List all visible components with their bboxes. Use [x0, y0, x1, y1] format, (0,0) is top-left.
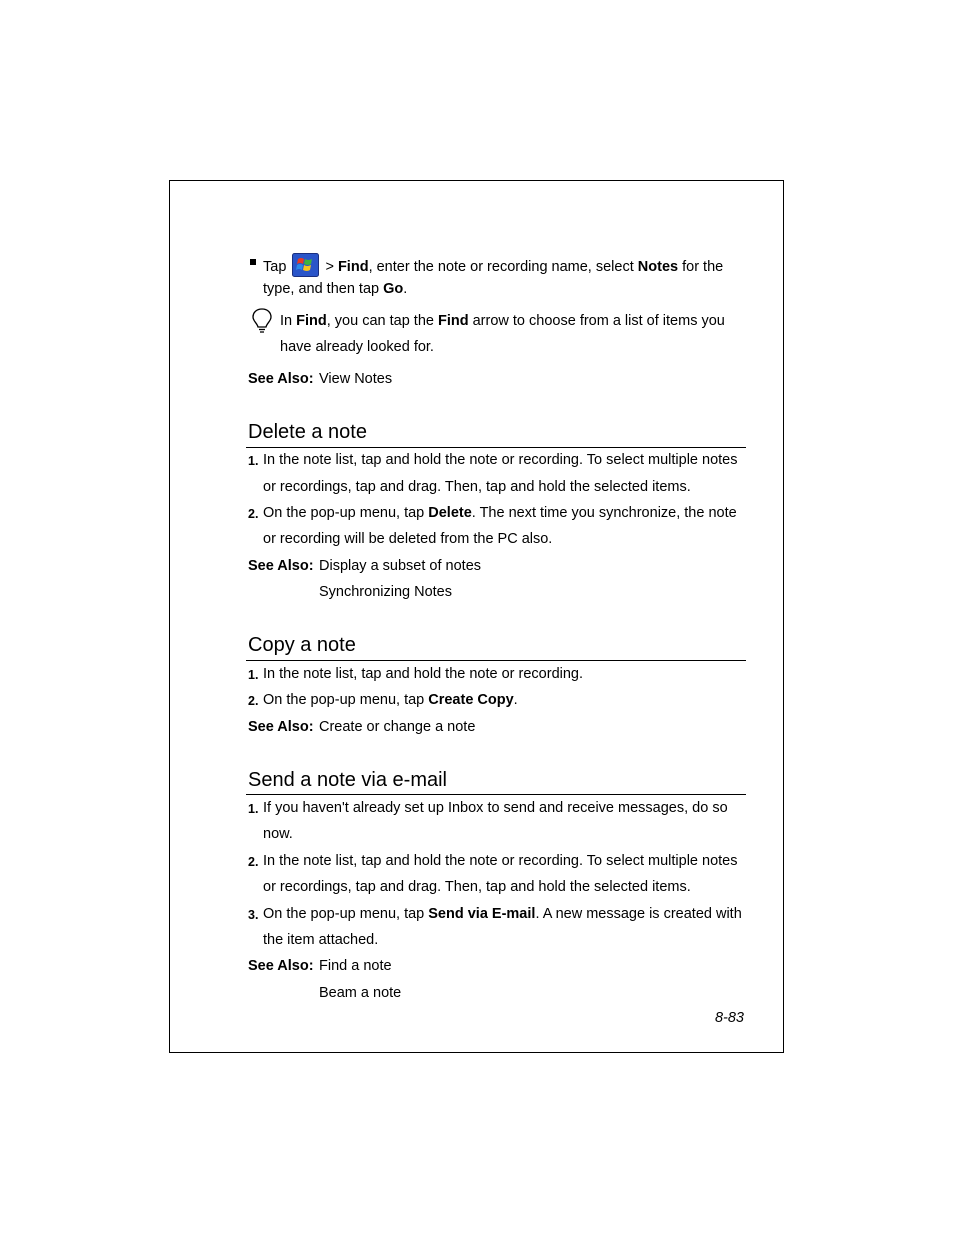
- email-step-1-line-2: now.: [263, 826, 293, 842]
- heading-rule: [246, 660, 746, 661]
- lightbulb-tip-icon: [251, 307, 273, 340]
- find-instruction-line-1: Tap > Find, enter the note or recording name, select Notes for the: [263, 253, 723, 282]
- see-also-label: See Also:: [248, 558, 314, 574]
- step-number: 1.: [248, 802, 259, 816]
- section-heading-email: Send a note via e-mail: [248, 769, 448, 791]
- email-step-3-line-2: the item attached.: [263, 932, 379, 948]
- section-heading-delete: Delete a note: [248, 421, 367, 443]
- see-also-link-find-note[interactable]: Find a note: [319, 958, 392, 974]
- see-also-label: See Also:: [248, 958, 314, 974]
- delete-step-2-line-2: or recording will be deleted from the PC also.: [263, 531, 553, 547]
- see-also-label: See Also:: [248, 371, 314, 387]
- see-also-link-display-subset[interactable]: Display a subset of notes: [319, 558, 482, 574]
- heading-rule: [246, 794, 746, 795]
- delete-step-2-line-1: On the pop-up menu, tap Delete. The next time you synchronize, the note: [263, 505, 737, 521]
- email-step-1-line-1: If you haven't already set up Inbox to send and receive messages, do so: [263, 800, 728, 816]
- heading-rule: [246, 447, 746, 448]
- step-number: 3.: [248, 908, 259, 922]
- delete-step-1-line-1: In the note list, tap and hold the note or recording. To select multiple notes: [263, 452, 738, 468]
- bullet-marker: [250, 259, 256, 265]
- page-number: 8-83: [714, 1010, 744, 1026]
- see-also-link-create-change[interactable]: Create or change a note: [319, 719, 476, 735]
- section-heading-copy: Copy a note: [248, 634, 356, 656]
- step-number: 1.: [248, 454, 259, 468]
- delete-step-1-line-2: or recordings, tap and drag. Then, tap and hold the selected items.: [263, 479, 691, 495]
- see-also-label: See Also:: [248, 719, 314, 735]
- copy-step-1: In the note list, tap and hold the note or recording.: [263, 666, 584, 682]
- windows-start-icon: [292, 253, 319, 282]
- tip-line-2: have already looked for.: [280, 339, 434, 355]
- step-number: 2.: [248, 507, 259, 521]
- see-also-link-view-notes[interactable]: View Notes: [319, 371, 393, 387]
- step-number: 1.: [248, 668, 259, 682]
- email-step-3-line-1: On the pop-up menu, tap Send via E-mail. A new message is created with: [263, 906, 742, 922]
- step-number: 2.: [248, 694, 259, 708]
- find-instruction-line-2: type, and then tap Go.: [263, 281, 408, 297]
- email-step-2-line-1: In the note list, tap and hold the note or recording. To select multiple notes: [263, 853, 738, 869]
- see-also-link-beam-note[interactable]: Beam a note: [319, 985, 402, 1001]
- step-number: 2.: [248, 855, 259, 869]
- see-also-link-synchronizing-notes[interactable]: Synchronizing Notes: [319, 584, 452, 600]
- email-step-2-line-2: or recordings, tap and drag. Then, tap and hold the selected items.: [263, 879, 691, 895]
- tip-line-1: In Find, you can tap the Find arrow to choose from a list of items you: [280, 313, 725, 329]
- copy-step-2: On the pop-up menu, tap Create Copy.: [263, 692, 518, 708]
